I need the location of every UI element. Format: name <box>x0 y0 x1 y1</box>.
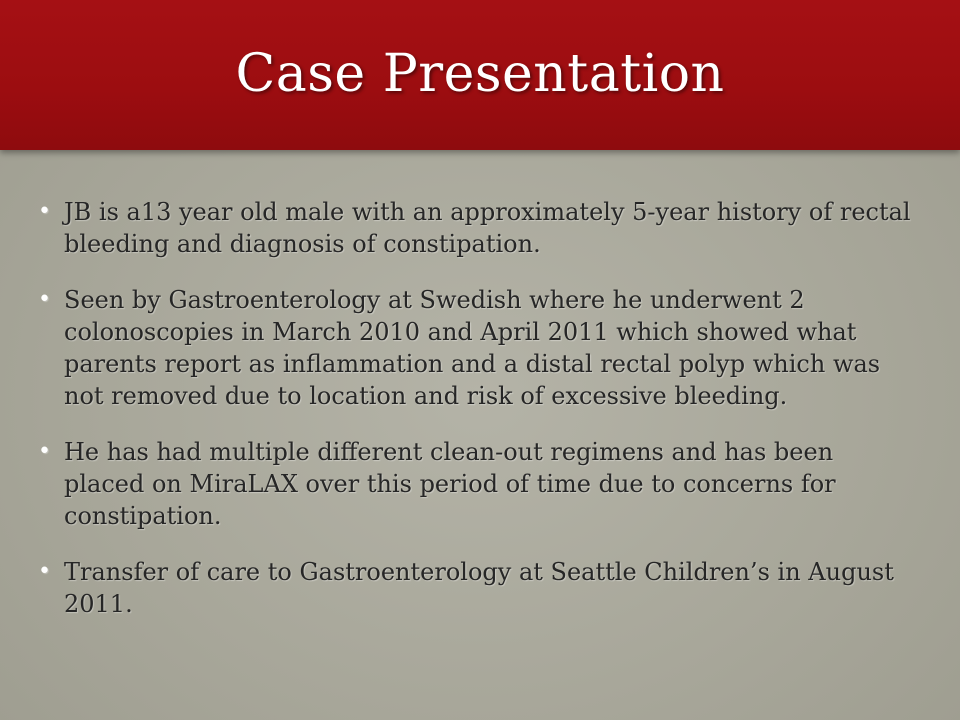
bullet-text: Seen by Gastroenterology at Swedish where he underwent 2 colonoscopies in March 2010 and April 2011 which showed what parents report as inflammation and a distal rectal polyp which was not removed due to location and risk of excessive bleeding. <box>64 286 881 410</box>
slide-body <box>36 196 916 644</box>
title-band <box>0 0 960 150</box>
bullet-text: He has had multiple different clean-out regimens and has been placed on MiraLAX over this period of time due to concerns for constipation. <box>64 438 836 530</box>
bullet-item <box>36 436 916 532</box>
bullet-icon: • <box>38 559 51 584</box>
bullet-text: JB is a13 year old male with an approximately 5-year history of rectal bleeding and diagnosis of constipation. <box>64 198 911 258</box>
bullet-item <box>36 556 916 620</box>
bullet-icon: • <box>38 199 51 224</box>
bullet-list <box>36 196 916 620</box>
bullet-item <box>36 196 916 260</box>
slide-title: Case Presentation <box>235 44 725 104</box>
bullet-item <box>36 284 916 412</box>
bullet-text: Transfer of care to Gastroenterology at Seattle Children’s in August 2011. <box>64 558 894 618</box>
bullet-icon: • <box>38 439 51 464</box>
bullet-icon: • <box>38 287 51 312</box>
